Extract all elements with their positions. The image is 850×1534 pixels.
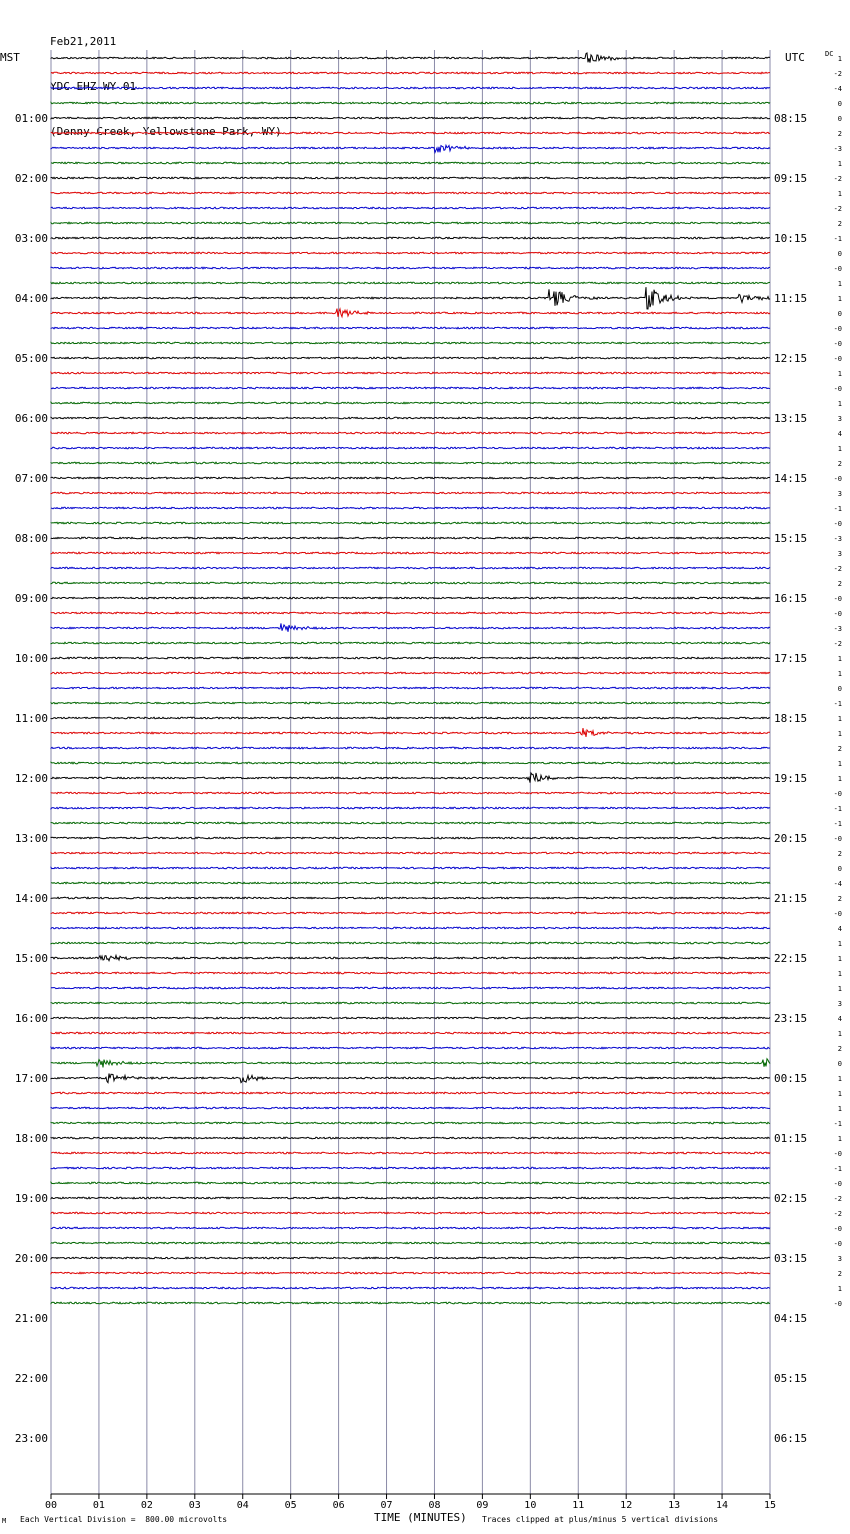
dc-offset-21: 1 (837, 370, 842, 378)
mst-label-19:00: 19:00 (14, 1192, 48, 1205)
trace-32 (51, 537, 770, 539)
scale-note: Each Vertical Division = 800.00 microvolts (20, 1515, 228, 1524)
trace-48 (51, 773, 770, 783)
trace-75 (51, 1182, 770, 1184)
x-tick-label-03: 03 (188, 1500, 201, 1511)
utc-label-01:15: 01:15 (774, 1132, 808, 1145)
trace-70 (51, 1107, 770, 1109)
utc-label-00:15: 00:15 (774, 1072, 808, 1085)
dc-offset-49: -0 (833, 790, 842, 798)
dc-offset-48: 1 (837, 775, 842, 783)
dc-offset-38: -3 (833, 625, 842, 633)
mst-label-20:00: 20:00 (14, 1252, 48, 1265)
utc-axis-label: UTC (785, 51, 805, 64)
dc-offset-20: -0 (833, 355, 842, 363)
trace-37 (51, 612, 770, 614)
trace-27 (51, 462, 770, 464)
chart-date-title: Feb21,2011 (50, 35, 117, 48)
dc-offset-18: -0 (833, 325, 842, 333)
dc-offset-64: 4 (837, 1015, 842, 1023)
utc-label-04:15: 04:15 (774, 1312, 808, 1325)
trace-29 (51, 492, 770, 494)
trace-36 (51, 597, 770, 599)
mst-label-11:00: 11:00 (14, 712, 48, 725)
trace-67 (51, 1059, 770, 1068)
dc-offset-72: 1 (837, 1135, 842, 1143)
mst-label-23:00: 23:00 (14, 1432, 48, 1445)
trace-52 (51, 837, 770, 839)
dc-offset-27: 2 (837, 460, 842, 468)
utc-label-03:15: 03:15 (774, 1252, 808, 1265)
utc-label-02:15: 02:15 (774, 1192, 808, 1205)
dc-offset-71: -1 (833, 1120, 842, 1128)
trace-41 (51, 672, 770, 674)
dc-offset-62: 1 (837, 985, 842, 993)
dc-offset-63: 3 (837, 1000, 842, 1008)
dc-column-label: DC (825, 50, 834, 58)
dc-offset-47: 1 (837, 760, 842, 768)
station-location: (Denny Creek, Yellowstone Park, WY) (50, 125, 282, 138)
utc-label-16:15: 16:15 (774, 592, 808, 605)
dc-offset-17: 0 (837, 310, 842, 318)
trace-43 (51, 702, 770, 704)
dc-offset-42: 0 (837, 685, 842, 693)
trace-78 (51, 1227, 770, 1229)
trace-layer (51, 53, 770, 1304)
trace-28 (51, 477, 770, 479)
dc-offset-51: -1 (833, 820, 842, 828)
utc-label-15:15: 15:15 (774, 532, 808, 545)
mst-label-08:00: 08:00 (14, 532, 48, 545)
dc-offset-50: -1 (833, 805, 842, 813)
trace-80 (51, 1257, 770, 1259)
dc-offset-46: 2 (837, 745, 842, 753)
x-tick-label-04: 04 (236, 1500, 249, 1511)
dc-offset-45: 1 (837, 730, 842, 738)
mst-label-18:00: 18:00 (14, 1132, 48, 1145)
trace-69 (51, 1092, 770, 1094)
dc-offset-73: -0 (833, 1150, 842, 1158)
dc-offset-0: 1 (837, 55, 842, 63)
dc-offset-52: -0 (833, 835, 842, 843)
dc-offset-76: -2 (833, 1195, 842, 1203)
utc-label-17:15: 17:15 (774, 652, 808, 665)
trace-5 (51, 132, 770, 134)
dc-offset-26: 1 (837, 445, 842, 453)
utc-label-12:15: 12:15 (774, 352, 808, 365)
dc-offset-74: -1 (833, 1165, 842, 1173)
trace-11 (51, 222, 770, 224)
mst-label-10:00: 10:00 (14, 652, 48, 665)
trace-49 (51, 792, 770, 794)
trace-19 (51, 342, 770, 344)
trace-76 (51, 1197, 770, 1199)
utc-label-18:15: 18:15 (774, 712, 808, 725)
dc-offset-31: -0 (833, 520, 842, 528)
trace-62 (51, 987, 770, 989)
trace-46 (51, 747, 770, 749)
dc-offset-24: 3 (837, 415, 842, 423)
utc-label-13:15: 13:15 (774, 412, 808, 425)
utc-label-06:15: 06:15 (774, 1432, 808, 1445)
mst-label-05:00: 05:00 (14, 352, 48, 365)
dc-offset-13: 0 (837, 250, 842, 258)
trace-65 (51, 1032, 770, 1034)
dc-offset-54: 0 (837, 865, 842, 873)
utc-label-09:15: 09:15 (774, 172, 808, 185)
dc-offset-66: 2 (837, 1045, 842, 1053)
trace-58 (51, 927, 770, 929)
dc-offset-60: 1 (837, 955, 842, 963)
utc-label-11:15: 11:15 (774, 292, 808, 305)
mst-label-03:00: 03:00 (14, 232, 48, 245)
mst-label-04:00: 04:00 (14, 292, 48, 305)
dc-offset-34: -2 (833, 565, 842, 573)
utc-label-08:15: 08:15 (774, 112, 808, 125)
x-tick-label-11: 11 (572, 1500, 585, 1511)
dc-offset-12: -1 (833, 235, 842, 243)
dc-offset-33: 3 (837, 550, 842, 558)
trace-4 (51, 117, 770, 119)
trace-81 (51, 1272, 770, 1274)
dc-offset-35: 2 (837, 580, 842, 588)
trace-45 (51, 728, 770, 737)
trace-23 (51, 402, 770, 404)
mst-label-15:00: 15:00 (14, 952, 48, 965)
dc-offset-67: 0 (837, 1060, 842, 1068)
mst-label-02:00: 02:00 (14, 172, 48, 185)
dc-offset-57: -0 (833, 910, 842, 918)
trace-9 (51, 192, 770, 194)
dc-offset-79: -0 (833, 1240, 842, 1248)
corner-mark: M (2, 1517, 7, 1525)
trace-42 (51, 687, 770, 689)
dc-offset-9: 1 (837, 190, 842, 198)
trace-55 (51, 882, 770, 884)
trace-14 (51, 267, 770, 269)
dc-offset-80: 3 (837, 1255, 842, 1263)
dc-offset-70: 1 (837, 1105, 842, 1113)
dc-offset-83: -0 (833, 1300, 842, 1308)
trace-16 (51, 287, 770, 309)
trace-60 (51, 955, 770, 960)
utc-label-21:15: 21:15 (774, 892, 808, 905)
trace-21 (51, 372, 770, 374)
dc-offset-78: -0 (833, 1225, 842, 1233)
x-tick-label-06: 06 (332, 1500, 345, 1511)
mst-label-22:00: 22:00 (14, 1372, 48, 1385)
trace-73 (51, 1152, 770, 1154)
station-code: YDC EHZ WY 01 (50, 80, 137, 93)
trace-82 (51, 1287, 770, 1289)
x-tick-label-02: 02 (140, 1500, 153, 1511)
x-tick-label-13: 13 (668, 1500, 681, 1511)
dc-offset-8: -2 (833, 175, 842, 183)
utc-label-10:15: 10:15 (774, 232, 808, 245)
mst-label-12:00: 12:00 (14, 772, 48, 785)
dc-offset-28: -0 (833, 475, 842, 483)
trace-24 (51, 417, 770, 419)
dc-offset-75: -0 (833, 1180, 842, 1188)
trace-6 (51, 145, 770, 152)
trace-39 (51, 642, 770, 644)
mst-label-17:00: 17:00 (14, 1072, 48, 1085)
dc-offset-59: 1 (837, 940, 842, 948)
dc-offset-19: -0 (833, 340, 842, 348)
dc-offset-10: -2 (833, 205, 842, 213)
dc-offset-4: 0 (837, 115, 842, 123)
dc-offset-22: -0 (833, 385, 842, 393)
trace-35 (51, 582, 770, 584)
trace-40 (51, 657, 770, 659)
utc-label-22:15: 22:15 (774, 952, 808, 965)
dc-offset-39: -2 (833, 640, 842, 648)
dc-offset-43: -1 (833, 700, 842, 708)
utc-label-05:15: 05:15 (774, 1372, 808, 1385)
dc-offset-81: 2 (837, 1270, 842, 1278)
dc-offset-41: 1 (837, 670, 842, 678)
trace-59 (51, 942, 770, 944)
mst-label-13:00: 13:00 (14, 832, 48, 845)
x-axis-title: TIME (MINUTES) (374, 1511, 467, 1524)
trace-8 (51, 177, 770, 179)
trace-15 (51, 282, 770, 284)
trace-2 (51, 87, 770, 89)
trace-51 (51, 822, 770, 824)
trace-83 (51, 1302, 770, 1304)
dc-offset-44: 1 (837, 715, 842, 723)
trace-25 (51, 432, 770, 434)
dc-offset-23: 1 (837, 400, 842, 408)
dc-offset-6: -3 (833, 145, 842, 153)
mst-axis-label: MST (0, 51, 20, 64)
dc-offset-30: -1 (833, 505, 842, 513)
trace-68 (51, 1074, 770, 1083)
dc-offset-68: 1 (837, 1075, 842, 1083)
x-tick-label-08: 08 (428, 1500, 441, 1511)
dc-offset-25: 4 (837, 430, 842, 438)
mst-label-09:00: 09:00 (14, 592, 48, 605)
x-tick-label-14: 14 (716, 1500, 729, 1511)
dc-offset-3: 0 (837, 100, 842, 108)
dc-offset-58: 4 (837, 925, 842, 933)
trace-57 (51, 912, 770, 914)
dc-offset-65: 1 (837, 1030, 842, 1038)
mst-label-01:00: 01:00 (14, 112, 48, 125)
dc-offset-82: 1 (837, 1285, 842, 1293)
trace-53 (51, 852, 770, 854)
x-tick-label-07: 07 (380, 1500, 393, 1511)
trace-12 (51, 237, 770, 239)
trace-71 (51, 1122, 770, 1124)
trace-18 (51, 327, 770, 329)
trace-0 (51, 53, 770, 63)
trace-17 (51, 309, 770, 317)
x-tick-label-12: 12 (620, 1500, 633, 1511)
trace-79 (51, 1242, 770, 1244)
mst-label-21:00: 21:00 (14, 1312, 48, 1325)
trace-13 (51, 252, 770, 254)
trace-33 (51, 552, 770, 554)
trace-20 (51, 357, 770, 359)
x-tick-label-01: 01 (92, 1500, 105, 1511)
dc-offset-7: 1 (837, 160, 842, 168)
trace-64 (51, 1017, 770, 1019)
dc-offset-11: 2 (837, 220, 842, 228)
trace-54 (51, 867, 770, 869)
dc-offset-2: -4 (833, 85, 842, 93)
dc-offset-69: 1 (837, 1090, 842, 1098)
x-tick-label-09: 09 (476, 1500, 489, 1511)
dc-offset-40: 1 (837, 655, 842, 663)
dc-offset-29: 3 (837, 490, 842, 498)
trace-26 (51, 447, 770, 449)
trace-38 (51, 623, 770, 631)
mst-label-16:00: 16:00 (14, 1012, 48, 1025)
mst-label-14:00: 14:00 (14, 892, 48, 905)
dc-offset-32: -3 (833, 535, 842, 543)
utc-label-20:15: 20:15 (774, 832, 808, 845)
dc-offset-16: 1 (837, 295, 842, 303)
dc-offset-1: -2 (833, 70, 842, 78)
trace-34 (51, 567, 770, 569)
trace-61 (51, 972, 770, 974)
trace-66 (51, 1047, 770, 1049)
dc-offset-15: 1 (837, 280, 842, 288)
trace-30 (51, 507, 770, 509)
dc-offset-53: 2 (837, 850, 842, 858)
trace-7 (51, 162, 770, 164)
x-tick-label-15: 15 (763, 1500, 777, 1511)
dc-offset-77: -2 (833, 1210, 842, 1218)
trace-1 (51, 72, 770, 74)
dc-offset-61: 1 (837, 970, 842, 978)
trace-31 (51, 522, 770, 524)
trace-77 (51, 1212, 770, 1214)
trace-74 (51, 1167, 770, 1169)
trace-44 (51, 717, 770, 719)
x-tick-label-00: 00 (44, 1500, 58, 1511)
mst-label-07:00: 07:00 (14, 472, 48, 485)
utc-label-14:15: 14:15 (774, 472, 808, 485)
utc-label-23:15: 23:15 (774, 1012, 808, 1025)
trace-10 (51, 207, 770, 209)
mst-label-06:00: 06:00 (14, 412, 48, 425)
dc-offset-5: 2 (837, 130, 842, 138)
x-tick-label-10: 10 (524, 1500, 537, 1511)
trace-3 (51, 102, 770, 104)
trace-56 (51, 897, 770, 899)
dc-offset-55: -4 (833, 880, 842, 888)
dc-offset-14: -0 (833, 265, 842, 273)
dc-offset-37: -0 (833, 610, 842, 618)
dc-offset-36: -0 (833, 595, 842, 603)
label-layer (0, 50, 842, 1511)
dc-offset-56: 2 (837, 895, 842, 903)
trace-50 (51, 807, 770, 809)
trace-47 (51, 762, 770, 764)
utc-label-19:15: 19:15 (774, 772, 808, 785)
trace-22 (51, 387, 770, 389)
trace-72 (51, 1137, 770, 1139)
x-tick-label-05: 05 (284, 1500, 297, 1511)
clip-note: Traces clipped at plus/minus 5 vertical divisions (482, 1515, 719, 1524)
trace-63 (51, 1002, 770, 1004)
